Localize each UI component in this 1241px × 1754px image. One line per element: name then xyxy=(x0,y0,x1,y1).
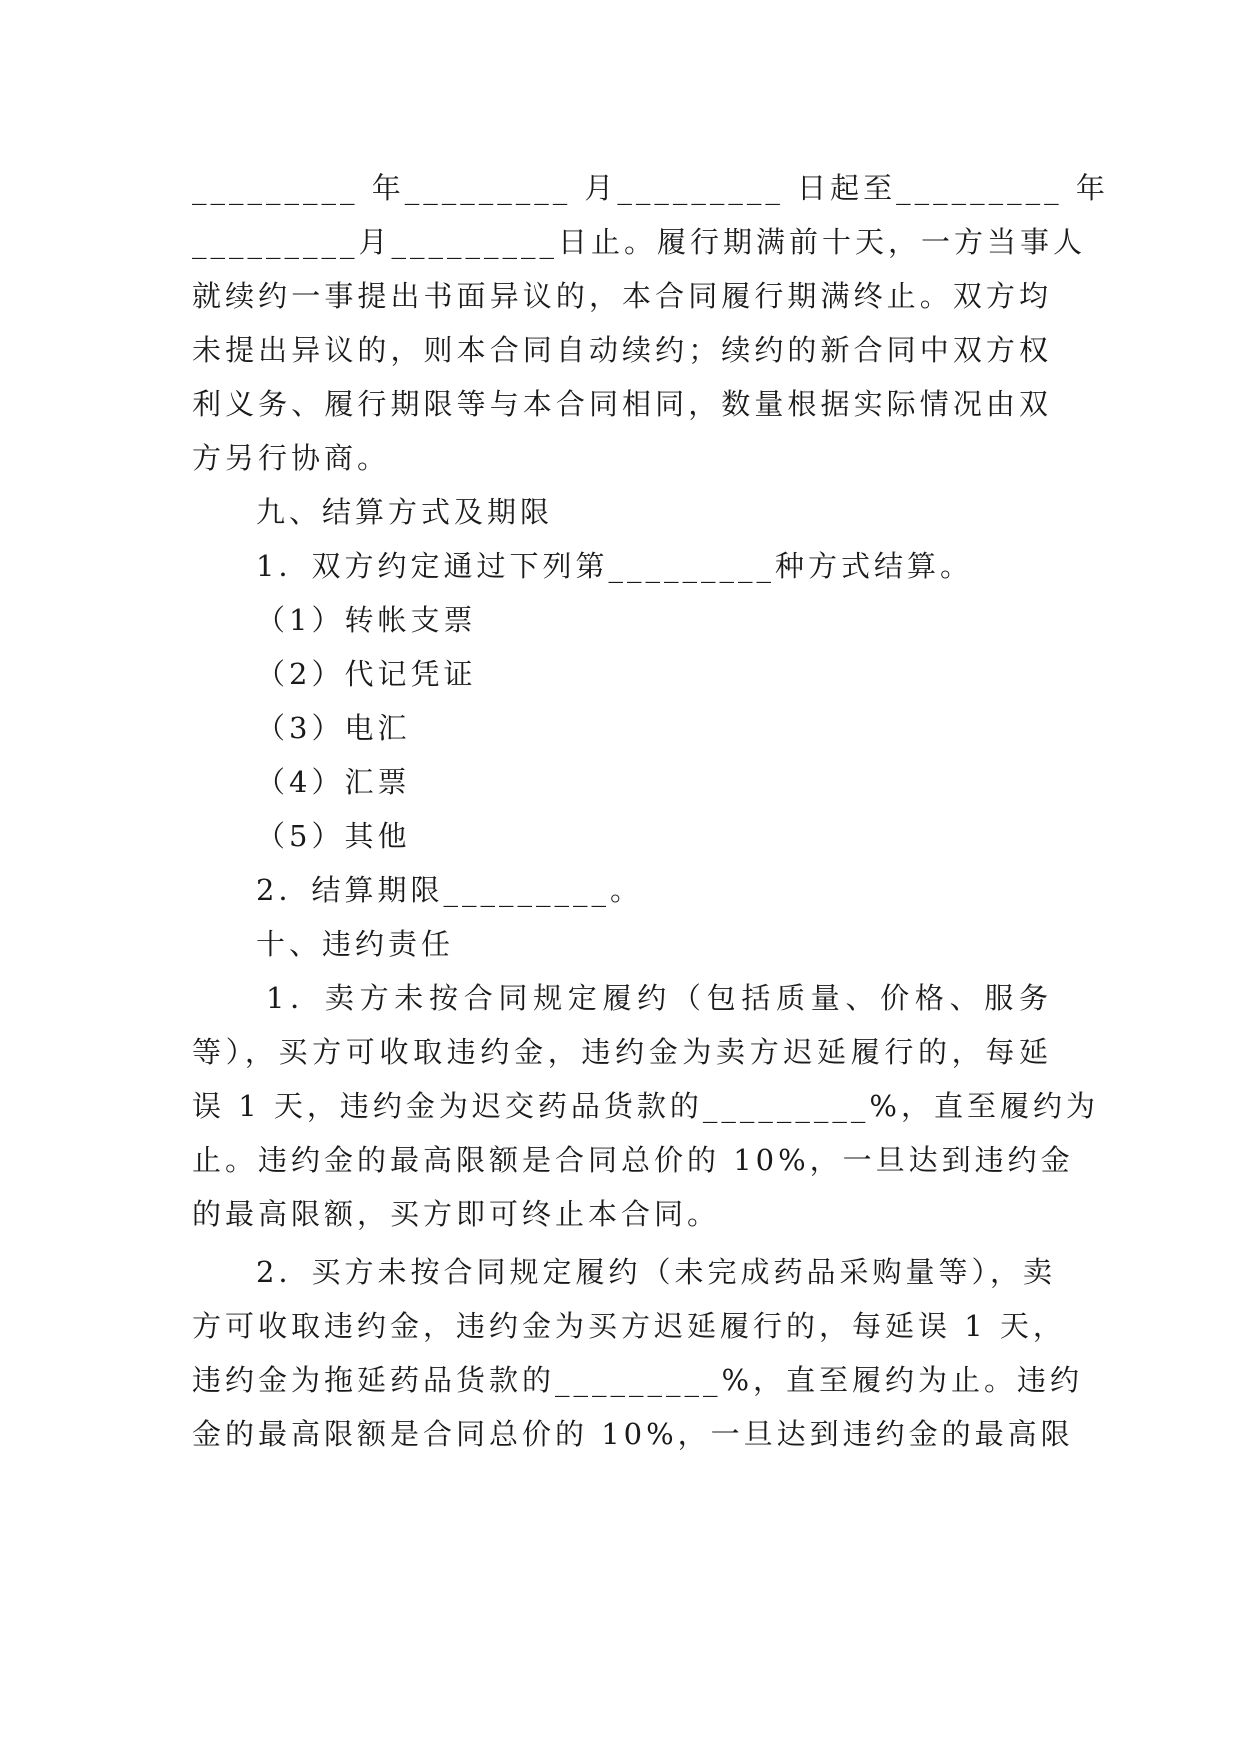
list-item: （1）转帐支票 xyxy=(256,603,477,637)
text-line: 的最高限额，买方即可终止本合同。 xyxy=(192,1197,721,1231)
text-line: 止。违约金的最高限额是合同总价的 10%，一旦达到违约金 xyxy=(192,1143,1074,1177)
list-item: （2）代记凭证 xyxy=(256,657,477,691)
text-line: 未提出异议的，则本合同自动续约；续约的新合同中双方权 xyxy=(192,333,1052,367)
text-line: 就续约一事提出书面异议的，本合同履行期满终止。双方均 xyxy=(192,279,1052,313)
text-line: 2．结算期限_________。 xyxy=(256,873,643,907)
text-line: _________月_________日止。履行期满前十天，一方当事人 xyxy=(192,225,1087,259)
text-line: 金的最高限额是合同总价的 10%，一旦达到违约金的最高限 xyxy=(192,1417,1074,1451)
list-item: （5）其他 xyxy=(256,819,411,853)
text-line: 方另行协商。 xyxy=(192,441,391,475)
section-heading: 九、结算方式及期限 xyxy=(256,495,554,529)
text-line: 误 1 天，违约金为迟交药品货款的_________%，直至履约为 xyxy=(192,1089,1099,1123)
section-heading: 十、违约责任 xyxy=(256,927,455,961)
list-item: （4）汇票 xyxy=(256,765,411,799)
text-line: 利义务、履行期限等与本合同相同，数量根据实际情况由双 xyxy=(192,387,1052,421)
text-line: 等），买方可收取违约金，违约金为卖方迟延履行的，每延 xyxy=(192,1035,1052,1069)
text-line: 2．买方未按合同规定履约（未完成药品采购量等），卖 xyxy=(256,1255,1056,1289)
text-line: _________ 年_________ 月_________ 日起至_________ 年 xyxy=(192,171,1109,205)
list-item: （3）电汇 xyxy=(256,711,411,745)
text-line: 违约金为拖延药品货款的_________%，直至履约为止。违约 xyxy=(192,1363,1084,1397)
text-line: 1．双方约定通过下列第_________种方式结算。 xyxy=(256,549,973,583)
text-line: 方可收取违约金，违约金为买方迟延履行的，每延误 1 天， xyxy=(192,1309,1066,1343)
text-line: 1．卖方未按合同规定履约（包括质量、价格、服务 xyxy=(266,981,1052,1015)
